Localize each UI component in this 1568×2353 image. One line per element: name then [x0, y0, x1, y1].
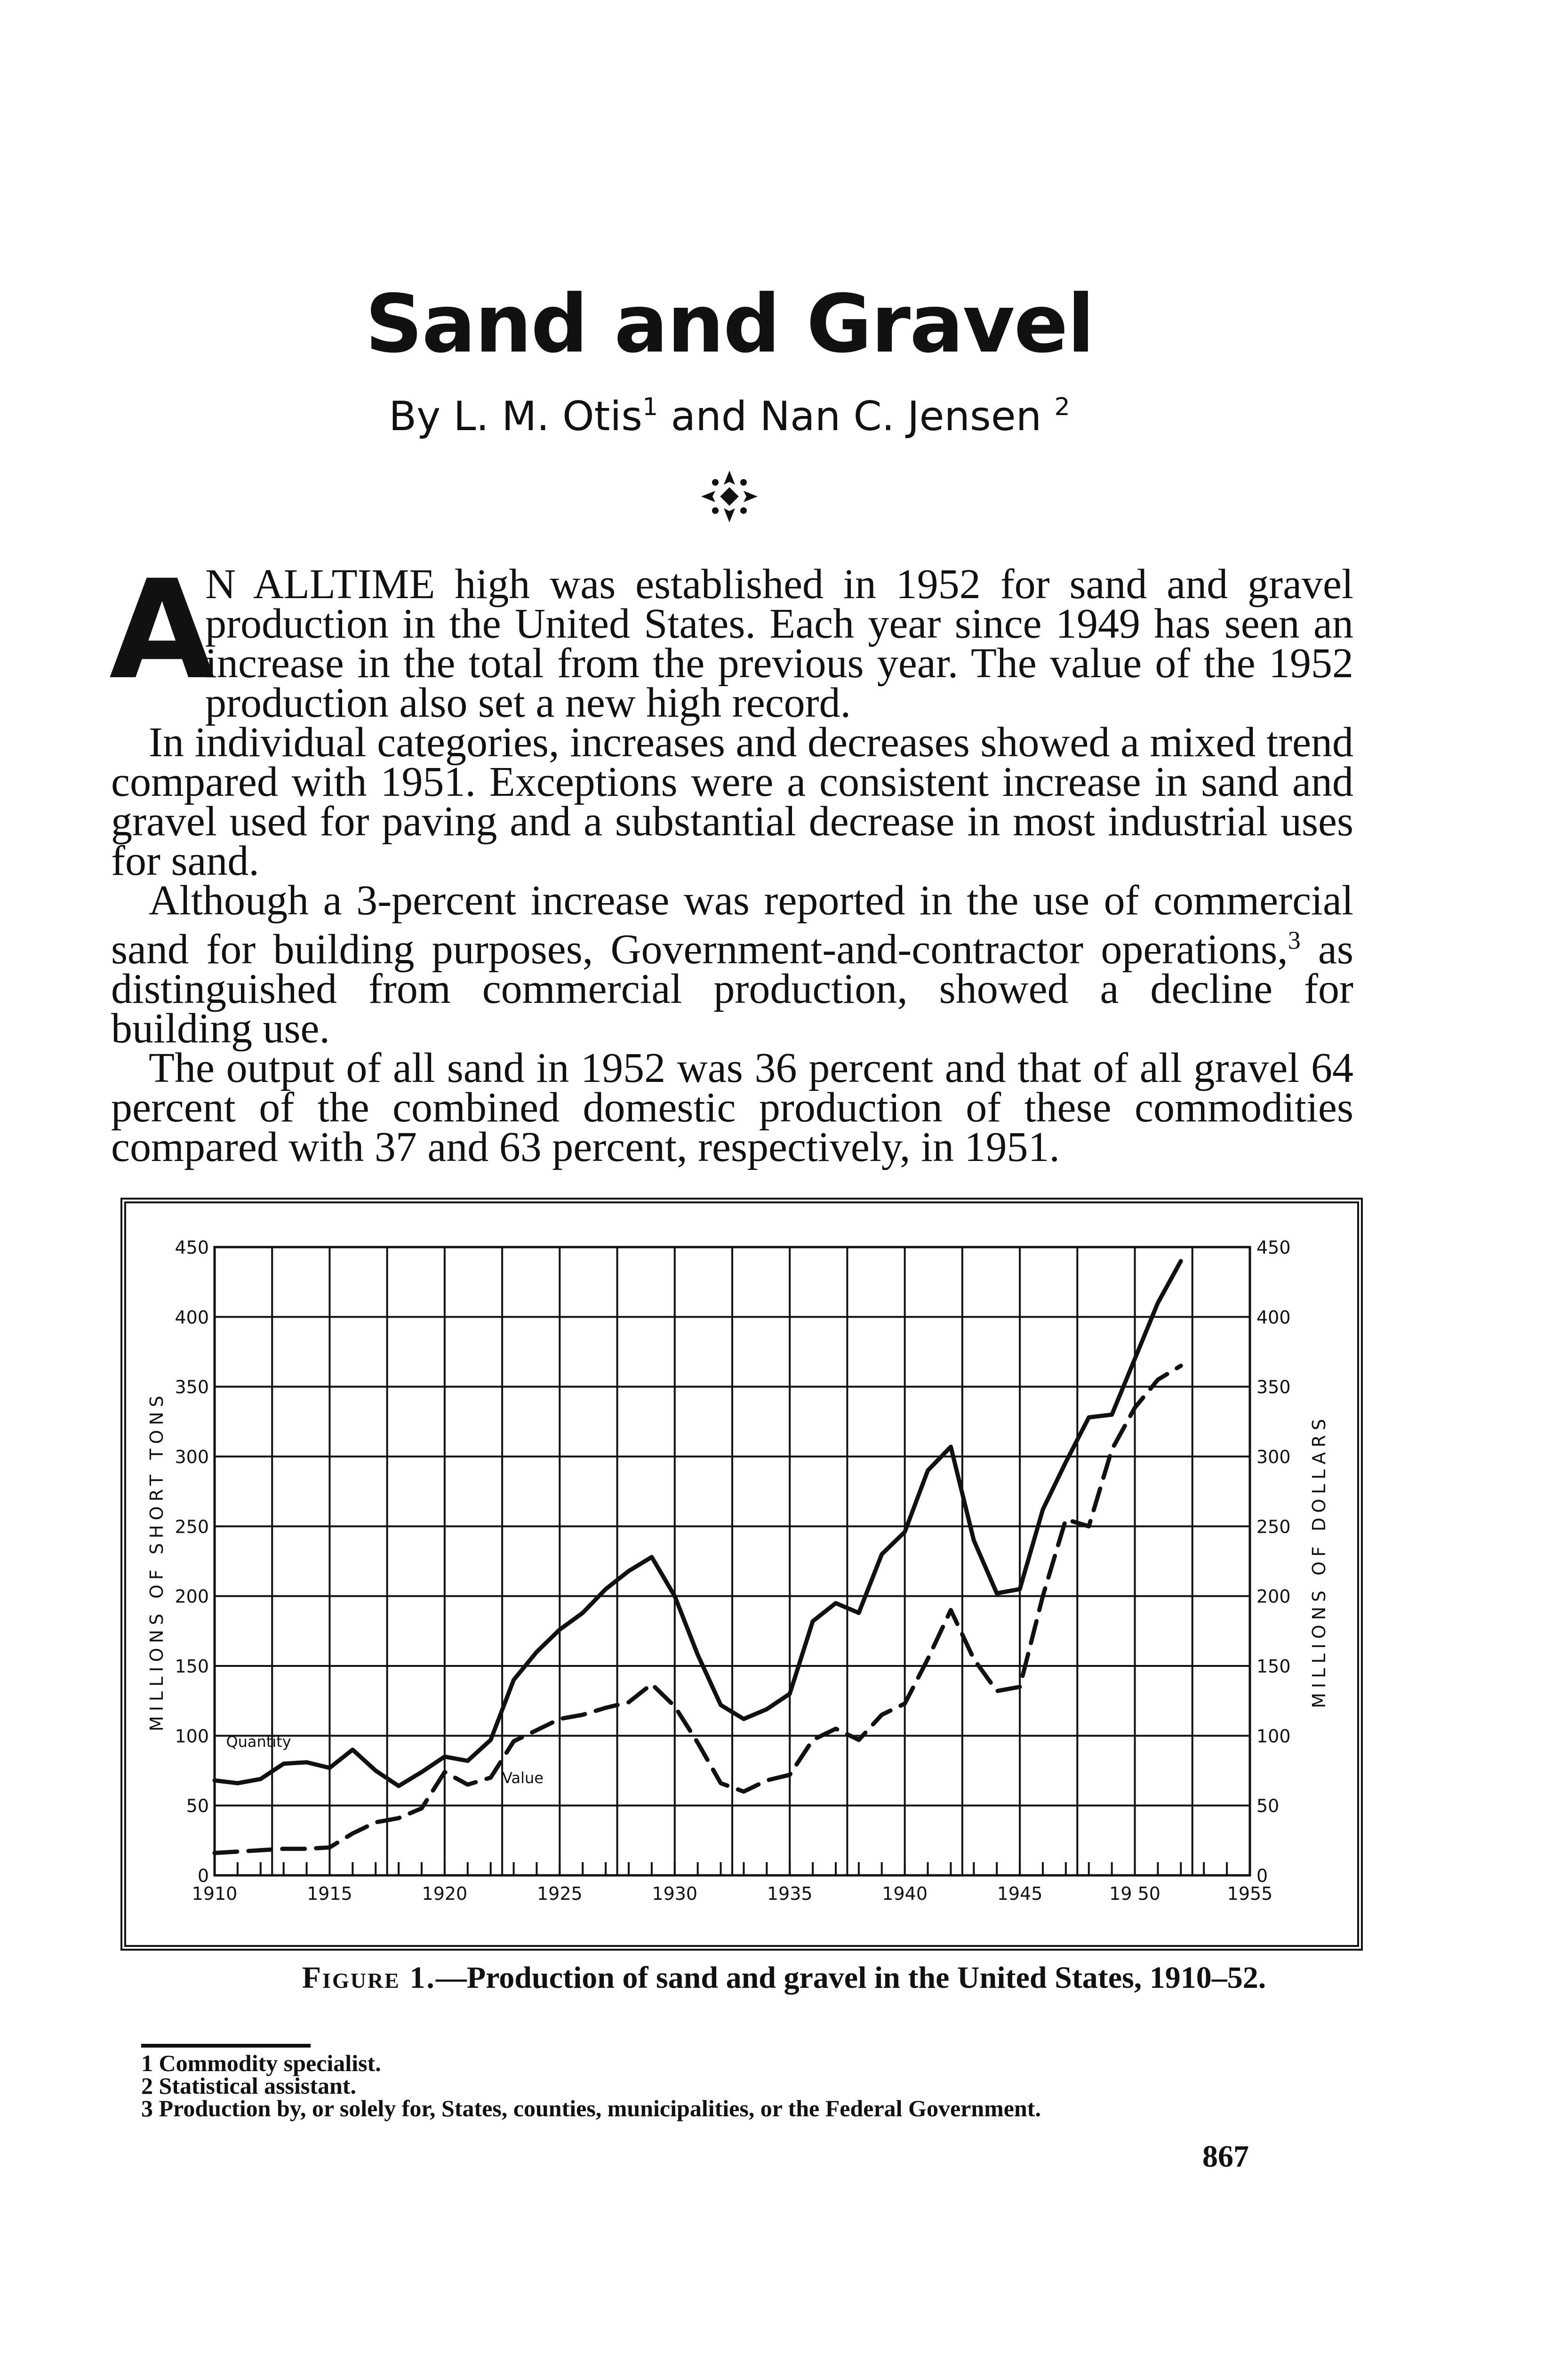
- y-tick-label-right: 0: [1256, 1865, 1268, 1886]
- y-tick-label-right: 400: [1256, 1307, 1291, 1328]
- paragraph-3-text-a: Although a 3-percent increase was reported in the use of commercial sand for building purposes, Government-and-contractor operations,: [111, 877, 1353, 973]
- footnote-ref-3: 3: [1288, 926, 1301, 954]
- paragraph-1-text: N ALLTIME high was established in 1952 for sand and gravel production in the United States. Each year since 1949 has seen an increase in the total from the previous year. The value of the 1952 production also set a new high record.: [205, 561, 1353, 726]
- paragraphs-group: [111, 719, 1353, 1170]
- article-title: Sand and Gravel: [365, 278, 1094, 371]
- paragraph-4: The output of all sand in 1952 was 36 percent and that of all gravel 64 percent of the combined domestic production of these commodities compared with 37 and 63 percent, respectively, in 1951.: [111, 1045, 1353, 1170]
- y-tick-label-left: 0: [197, 1865, 209, 1886]
- y-tick-label-left: 50: [186, 1795, 209, 1817]
- annotation-value: Value: [502, 1769, 544, 1787]
- x-tick-label: 1935: [767, 1883, 813, 1904]
- y-tick-label-right: 450: [1256, 1237, 1291, 1258]
- y-tick-label-right: 200: [1256, 1586, 1291, 1607]
- article-body: [111, 561, 1353, 726]
- y-tick-label-left: 350: [175, 1377, 209, 1398]
- chart-series: [215, 1261, 1181, 1853]
- left-axis-label: MILLIONS OF SHORT TONS: [146, 1391, 167, 1732]
- y-tick-label-right: 250: [1256, 1516, 1291, 1537]
- paragraph-3-text-b: as distinguished from commercial production, showed a decline for building use.: [111, 926, 1353, 1052]
- footnote-rule: [141, 2044, 311, 2048]
- y-tick-label-left: 300: [175, 1447, 209, 1467]
- x-tick-label: 1945: [997, 1883, 1043, 1904]
- paragraph-3: [111, 877, 1353, 1052]
- x-tick-label: 1940: [882, 1883, 928, 1904]
- x-tick-label: 1930: [652, 1883, 698, 1904]
- annotation-quantity: Quantity: [226, 1733, 291, 1751]
- y-tick-label-right: 300: [1256, 1447, 1291, 1467]
- page-number: 867: [1202, 2139, 1249, 2174]
- series-line-value: [215, 1366, 1181, 1853]
- y-tick-label-left: 200: [175, 1586, 209, 1607]
- paragraph-1: [111, 561, 1353, 726]
- byline-author-2: and Nan C. Jensen: [658, 393, 1055, 440]
- footnote-ref-2: 2: [1054, 393, 1070, 421]
- x-tick-label: 1955: [1227, 1883, 1273, 1904]
- x-tick-label: 1920: [422, 1883, 468, 1904]
- x-tick-label: 1915: [307, 1883, 352, 1904]
- footnote-1: 1 Commodity specialist.: [141, 2050, 381, 2076]
- y-tick-label-left: 150: [175, 1656, 209, 1677]
- chart-grid: [215, 1247, 1250, 1875]
- y-tick-label-right: 150: [1256, 1656, 1291, 1677]
- y-tick-label-left: 100: [175, 1726, 209, 1747]
- drop-cap: A: [109, 551, 215, 710]
- y-tick-label-left: 400: [175, 1307, 209, 1328]
- y-tick-label-left: 450: [175, 1237, 209, 1258]
- series-line-quantity: [215, 1261, 1181, 1786]
- y-tick-label-right: 350: [1256, 1377, 1291, 1398]
- y-tick-label-right: 50: [1256, 1795, 1280, 1817]
- fleuron-icon: [696, 466, 762, 527]
- y-tick-label-right: 100: [1256, 1726, 1291, 1747]
- byline-author-1: By L. M. Otis: [389, 393, 643, 440]
- caption-text: —Production of sand and gravel in the United States, 1910–52.: [435, 1961, 1266, 1995]
- footnote-3: 3 Production by, or solely for, States, counties, municipalities, or the Federal Government.: [141, 2095, 1041, 2121]
- right-axis-label: MILLIONS OF DOLLARS: [1309, 1414, 1329, 1708]
- byline: [0, 393, 1459, 440]
- footnote-2: 2 Statistical assistant.: [141, 2073, 356, 2099]
- x-tick-label: 1910: [192, 1883, 238, 1904]
- x-tick-label: 1925: [536, 1883, 583, 1904]
- x-tick-label: 19 50: [1109, 1883, 1160, 1904]
- production-chart: [120, 1198, 1363, 1951]
- caption-label: Figure 1.: [302, 1961, 436, 1995]
- footnote-ref-1: 1: [642, 393, 658, 421]
- y-tick-label-left: 250: [175, 1516, 209, 1537]
- paragraph-2: In individual categories, increases and decreases showed a mixed trend compared with 1951. Exceptions were a consistent increase in sand and gravel used for paving and a substantial decrease in most industrial uses for sand.: [111, 719, 1353, 884]
- figure-caption: [0, 1960, 1568, 1996]
